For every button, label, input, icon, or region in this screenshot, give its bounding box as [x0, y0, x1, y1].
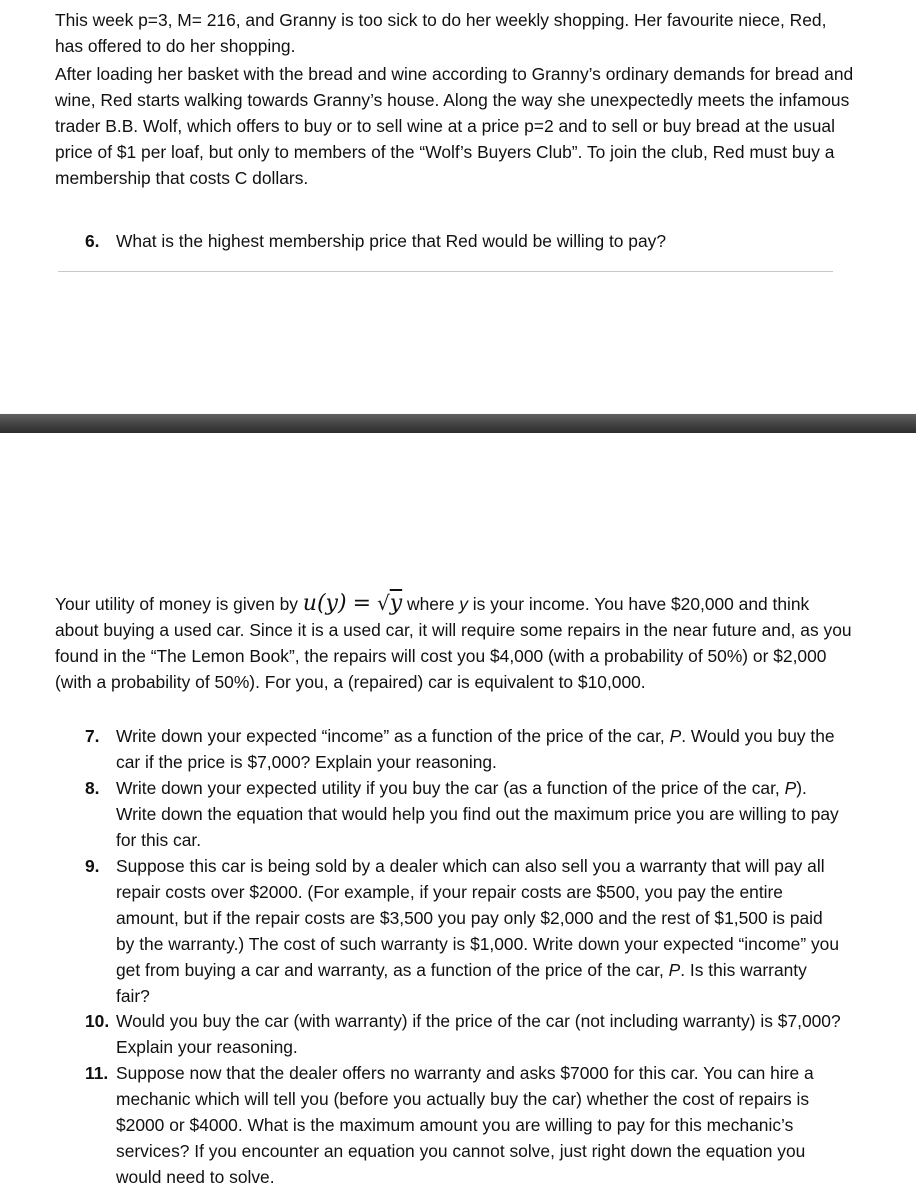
question-9 [85, 853, 845, 1009]
question-text-part: Write down your expected utility if you buy the car (as a function of the price of the car, [116, 778, 780, 798]
question-text [116, 775, 845, 853]
question-11 [85, 1060, 845, 1190]
page-top [0, 0, 916, 414]
question-number: 10. [85, 1011, 110, 1031]
question-text [116, 723, 845, 775]
formula-radicand: y [389, 591, 403, 616]
utility-context-text: is your income. You have $20,000 and think about buying a used car. Since it is a used car, it will require some repairs in the near future and, as you found in the “The Lemon Book”, the repairs will cost you $4,000 (with a probability of 50%) or $2,000 (with a probability of 50%). For you, a (repaired) car is equivalent to $10,000. [55, 594, 852, 692]
question-6 [85, 228, 845, 254]
income-variable: y [459, 594, 468, 614]
question-text [116, 853, 845, 1009]
question-text-part: . Would you buy the car if the price is $7,000? Explain your reasoning. [116, 726, 835, 772]
question-text: Would you buy the car (with warranty) if the price of the car (not including warranty) is $7,000? Explain your reasoning. [116, 1011, 841, 1057]
paragraph-intro: This week p=3, M= 216, and Granny is too sick to do her weekly shopping. Her favourite niece, Red, has offered to do her shopping. [55, 10, 827, 56]
price-variable: P [668, 960, 681, 980]
utility-where-text: where [407, 594, 455, 614]
price-variable: P [784, 778, 797, 798]
question-text-part: ). Write down the equation that would help you find out the maximum price you are willing to pay for this car. [116, 778, 839, 850]
price-variable: P [669, 726, 682, 746]
question-number: 6. [85, 231, 100, 251]
question-text-part: Write down your expected “income” as a function of the price of the car, [116, 726, 665, 746]
formula-equals: = [352, 591, 371, 616]
question-7 [85, 723, 845, 775]
question-text: What is the highest membership price that Red would be willing to pay? [116, 231, 667, 251]
paragraph-utility [55, 590, 855, 695]
radical-sign: √ [377, 591, 390, 615]
question-number: 8. [85, 778, 100, 798]
horizontal-rule [58, 271, 833, 272]
question-number: 7. [85, 726, 100, 746]
formula-lhs: u(y) [302, 591, 347, 616]
question-number: 9. [85, 856, 100, 876]
page-divider [0, 414, 916, 433]
question-text: Suppose now that the dealer offers no warranty and asks $7000 for this car. You can hire a mechanic which will tell you (before you actually buy the car) whether the cost of repairs is $2000 or $4000. What is the maximum amount you are willing to pay for this mechanic’s services? If you encounter an equation you cannot solve, just right down the equation you would need to solve. [116, 1063, 814, 1187]
paragraph-story: After loading her basket with the bread and wine according to Granny’s ordinary demands for bread and wine, Red starts walking towards Granny’s house. Along the way she unexpectedly meets the infamous trader B.B. Wolf, which offers to buy or to sell wine at a price p=2 and to sell or buy bread at the usual price of $1 per loaf, but only to members of the “Wolf’s Buyers Club”. To join the club, Red must buy a membership that costs C dollars. [55, 64, 854, 188]
question-text-part: . Is this warranty fair? [116, 960, 807, 1006]
question-8 [85, 775, 845, 853]
question-10 [85, 1008, 845, 1060]
question-text-part: Suppose this car is being sold by a dealer which can also sell you a warranty that will pay all repair costs over $2000. (For example, if your repair costs are $500, you pay the entire amount, but if the repair costs are $3,500 you pay only $2,000 and the rest of $1,500 is paid by the warranty.) The cost of such warranty is $1,000. Write down your expected “income” you get from buying a car and warranty, as a function of the price of the car, [116, 856, 840, 980]
utility-formula [303, 591, 402, 616]
question-number: 11. [85, 1063, 109, 1083]
utility-intro-text: Your utility of money is given by [55, 594, 298, 614]
